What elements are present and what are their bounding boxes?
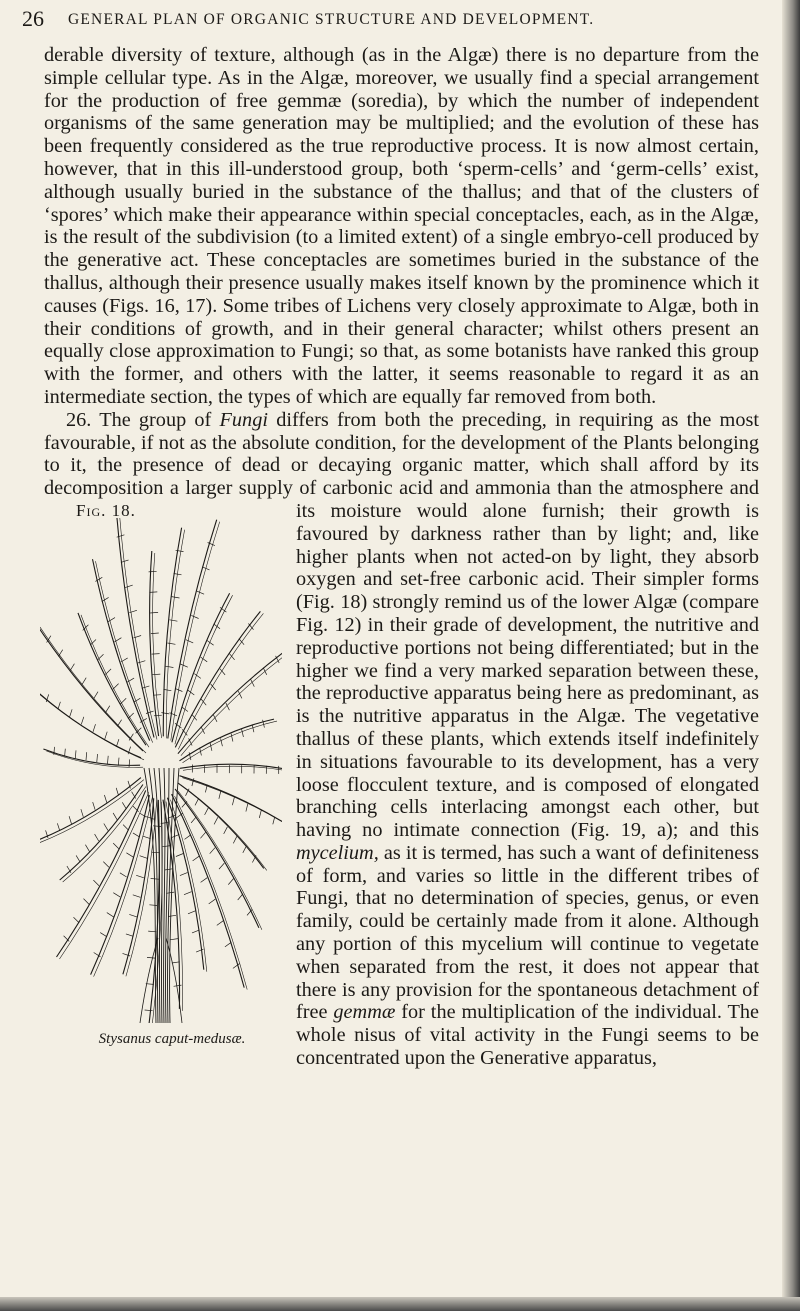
body-text <box>44 44 759 1070</box>
figure-18-illustration <box>40 500 282 1052</box>
term-gemmae: gemmæ <box>333 1001 396 1024</box>
running-head: GENERAL PLAN OF ORGANIC STRUCTURE AND DEVELOPMENT. <box>68 11 595 28</box>
figure-label: Fig. 18. <box>76 500 136 520</box>
page-bottom-edge <box>0 1297 800 1311</box>
page-header <box>22 4 762 34</box>
page-number: 26 <box>22 6 44 31</box>
term-fungi: Fungi <box>219 408 268 431</box>
paragraph-2: 26. The group of Fungi differs from both the preceding, in requiring as the most favourable, if not as the absolute condition, for the development of the Plants belonging to it, the presence of dead or decaying organic matter, which shall afford by its decomposition a larger supply of carbonic acid and ammonia than the atmosphere and its moisture Fig. 18. Stysanus caput-medusæ. would alone furnish; their growth is favoured by darkness rather than by light; and, like higher plants when not acted-on by light, they absorb oxygen and set-free carbonic acid. Their simpler forms (Fig. 18) strongly remind us of the lower Algæ (compare Fig. 12) in their grade of development, the nutritive and reproductive portions not being differentiated; but in the higher we find a very marked separation between these, the reproductive apparatus being here as predominant, as is the nutritive apparatus in the Algæ. The vegetative thallus of these plants, which extends itself indefinitely in situations favourable to its development, has a very loose flocculent texture, and is composed of elongated branching cells interlacing amongst each other, but having no intimate connection (Fig. 19, a); and this mycelium, as it is termed, has such a want of definiteness of form, and varies so little in the different tribes of Fungi, that no determination of species, genus, or even family, could be certainly made from it alone. Although any portion of this mycelium will continue to vegetate when separated from the rest, it does not appear that there is any provision for the spontaneous detachment of free gemmæ for the multiplication of the individual. The whole nisus of vital activity in the Fungi seems to be concentrated upon the Generative apparatus, <box>44 409 759 1070</box>
figure-caption: Stysanus caput-medusæ. <box>98 1030 246 1047</box>
term-mycelium: mycelium, <box>296 841 379 864</box>
paragraph-1: derable diversity of texture, although (as in the Algæ) there is no departure from the simple cellular type. As in the Algæ, moreover, we usually find a special arrangement for the production of free gemmæ (soredia), by which the number of independent organisms of the same generation may be multiplied; and the evolution of these has been frequently considered as the true reproductive process. It is now almost certain, however, that in this ill-understood group, both ‘sperm-cells’ and ‘germ-cells’ exist, although usually buried in the substance of the thallus; and that of the clusters of ‘spores’ which make their appearance within special conceptacles, each, as in the Algæ, is the result of the subdivision (to a limited extent) of a single embryo-cell produced by the generative act. These conceptacles are sometimes buried in the substance of the thallus, although their presence usually makes itself known by the prominence which it causes (Figs. 16, 17). Some tribes of Lichens very closely approximate to Algæ, both in their conditions of growth, and in their general character; whilst others present an equally close approximation to Fungi; so that, as some botanists have ranked this group with the former, and others with the latter, it seems reasonable to regard it as an intermediate section, the types of which are equally far removed from both. <box>44 44 759 408</box>
paragraph-number: 26. <box>66 408 92 431</box>
page-edge-shadow <box>782 0 800 1311</box>
stysanus-drawing <box>40 518 282 1023</box>
